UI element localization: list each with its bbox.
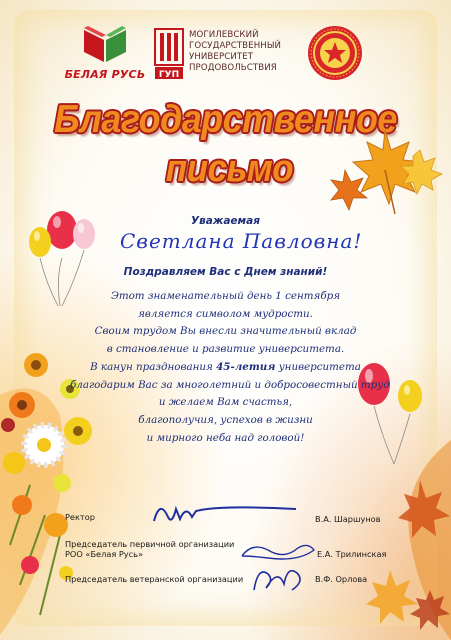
body-line: Своим трудом Вы внесли значительный вклад	[94, 325, 357, 338]
title-line-2: письмо	[165, 148, 294, 190]
university-logo	[152, 27, 186, 83]
salutation: Уважаемая	[191, 215, 260, 227]
university-name-line: МОГИЛЕВСКИЙ	[189, 30, 259, 40]
letter-body	[70, 288, 390, 447]
body-line: в становление и развитие университета.	[106, 343, 345, 356]
veteran-chair-label: Председатель ветеранской организации	[65, 574, 244, 584]
body-line: Этот знаменательный день 1 сентября	[110, 290, 341, 302]
autumn-leaves-decoration	[300, 420, 451, 640]
body-line: благополучия, успехов в жизни	[138, 413, 313, 426]
body-line: и мирного неба над головой!	[146, 431, 305, 444]
recipient-name: Светлана Павловна!	[120, 229, 363, 253]
body-line: благодарим Вас за многолетний и добросовестный труд	[70, 378, 390, 391]
university-name-line: УНИВЕРСИТЕТ	[189, 52, 254, 62]
veteran-chair-name: В.Ф. Орлова	[315, 574, 368, 584]
anniversary-highlight: 45-летия	[216, 360, 276, 373]
rector-label: Ректор	[65, 512, 95, 522]
body-text: В канун празднования	[90, 360, 217, 373]
brand-name: БЕЛАЯ РУСЬ	[64, 68, 146, 81]
maple-leaves-decoration	[325, 120, 445, 215]
rector-name: В.А. Шаршунов	[315, 514, 381, 524]
rector-signature	[150, 495, 300, 527]
body-text: университета	[275, 360, 361, 373]
body-line: является символом мудрости.	[138, 307, 313, 320]
university-name-line: ПРОДОВОЛЬСТВИЯ	[189, 63, 277, 73]
union-chair-name: Е.А. Трилинская	[317, 549, 387, 559]
veteran-chair-signature	[248, 560, 308, 596]
greeting: Поздравляем Вас с Днем знаний!	[123, 266, 328, 278]
title-line-1: Благодарственное	[54, 98, 397, 141]
gup-logo-text: ГУП	[158, 70, 180, 80]
union-chair-label	[65, 539, 234, 559]
body-line: и желаем Вам счастья,	[158, 396, 293, 409]
body-line-anniversary	[70, 359, 381, 377]
union-chair-label-line: РОО «Белая Русь»	[65, 549, 143, 559]
union-chair-label-line: Председатель первичной организации	[65, 539, 235, 549]
university-name-line: ГОСУДАРСТВЕННЫЙ	[189, 41, 282, 51]
university-name	[189, 30, 304, 74]
union-seal-logo	[306, 24, 364, 82]
